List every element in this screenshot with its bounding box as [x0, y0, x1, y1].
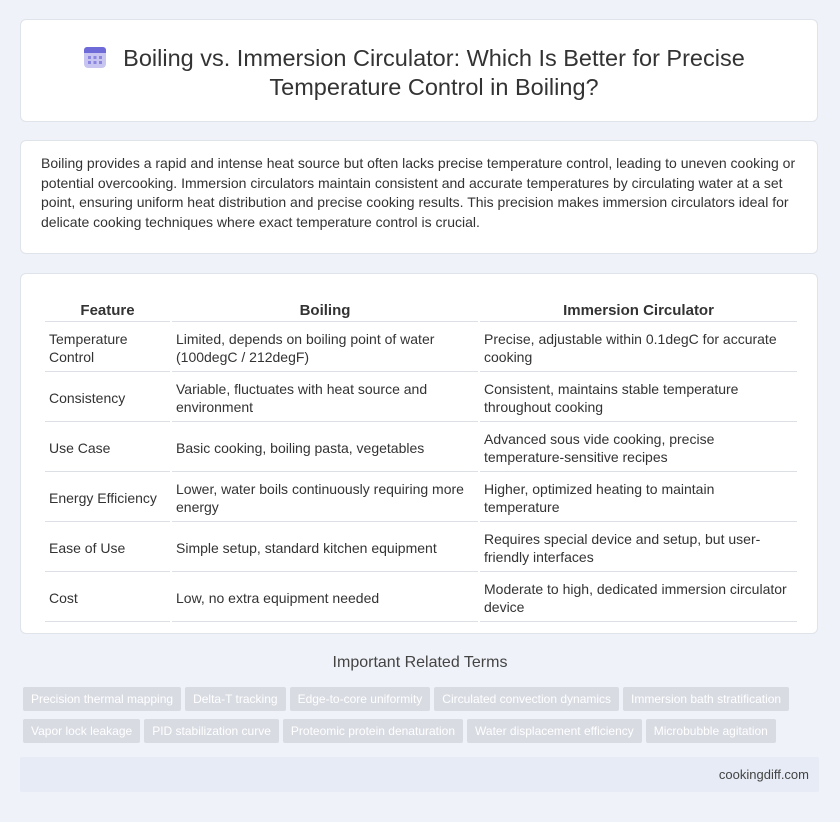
column-header-boiling: Boiling [172, 298, 478, 322]
related-term-tag[interactable]: Water displacement efficiency [467, 719, 642, 743]
table-cell-feature: Energy Efficiency [45, 474, 170, 522]
table-cell-boiling: Lower, water boils continuously requiring more energy [172, 474, 478, 522]
footer [20, 757, 819, 792]
column-header-immersion-circulator: Immersion Circulator [480, 298, 797, 322]
table-cell-immersion: Moderate to high, dedicated immersion circulator device [480, 574, 797, 622]
table-cell-feature: Cost [45, 574, 170, 622]
table-cell-boiling: Basic cooking, boiling pasta, vegetables [172, 424, 478, 472]
page-title: Boiling vs. Immersion Circulator: Which Is Better for Precise Temperature Control in Boiling? [123, 45, 745, 100]
table-row [45, 374, 797, 422]
table-header-row [45, 298, 797, 322]
table-cell-boiling: Low, no extra equipment needed [172, 574, 478, 622]
table-cell-boiling: Limited, depends on boiling point of water (100degC / 212degF) [172, 324, 478, 372]
related-terms-tags [20, 687, 820, 751]
column-header-feature: Feature [45, 298, 170, 322]
related-term-tag[interactable]: Immersion bath stratification [623, 687, 789, 711]
comparison-table-card [20, 273, 818, 634]
related-term-tag[interactable]: PID stabilization curve [144, 719, 279, 743]
table-row [45, 574, 797, 622]
table-cell-immersion: Consistent, maintains stable temperature throughout cooking [480, 374, 797, 422]
related-term-tag[interactable]: Precision thermal mapping [23, 687, 181, 711]
summary-text: Boiling provides a rapid and intense heat source but often lacks precise temperature control, leading to uneven cooking or potential overcooking. Immersion circulators maintain consistent and accurate temperatures by circulating water at a set point, ensuring uniform heat distribution and precise cooking results. This precision makes immersion circulators ideal for delicate cooking techniques where exact temperature control is crucial. [41, 155, 796, 230]
table-cell-immersion: Advanced sous vide cooking, precise temperature-sensitive recipes [480, 424, 797, 472]
table-cell-feature: Ease of Use [45, 524, 170, 572]
related-term-tag[interactable]: Microbubble agitation [646, 719, 776, 743]
related-term-tag[interactable]: Edge-to-core uniformity [290, 687, 431, 711]
table-cell-feature: Temperature Control [45, 324, 170, 372]
table-row [45, 424, 797, 472]
table-row [45, 524, 797, 572]
table-row [45, 474, 797, 522]
table-cell-feature: Use Case [45, 424, 170, 472]
table-cell-feature: Consistency [45, 374, 170, 422]
summary-card [20, 140, 818, 254]
related-term-tag[interactable]: Vapor lock leakage [23, 719, 140, 743]
table-cell-immersion: Precise, adjustable within 0.1degC for accurate cooking [480, 324, 797, 372]
title-card [20, 19, 818, 122]
related-term-tag[interactable]: Delta-T tracking [185, 687, 285, 711]
table-row [45, 324, 797, 372]
related-term-tag[interactable]: Circulated convection dynamics [434, 687, 619, 711]
table-cell-boiling: Variable, fluctuates with heat source and environment [172, 374, 478, 422]
related-terms-heading: Important Related Terms [332, 654, 508, 671]
table-cell-immersion: Requires special device and setup, but user-friendly interfaces [480, 524, 797, 572]
site-link[interactable]: cookingdiff.com [718, 767, 809, 782]
comparison-table [43, 296, 799, 624]
table-cell-immersion: Higher, optimized heating to maintain temperature [480, 474, 797, 522]
related-term-tag[interactable]: Proteomic protein denaturation [283, 719, 463, 743]
table-cell-boiling: Simple setup, standard kitchen equipment [172, 524, 478, 572]
